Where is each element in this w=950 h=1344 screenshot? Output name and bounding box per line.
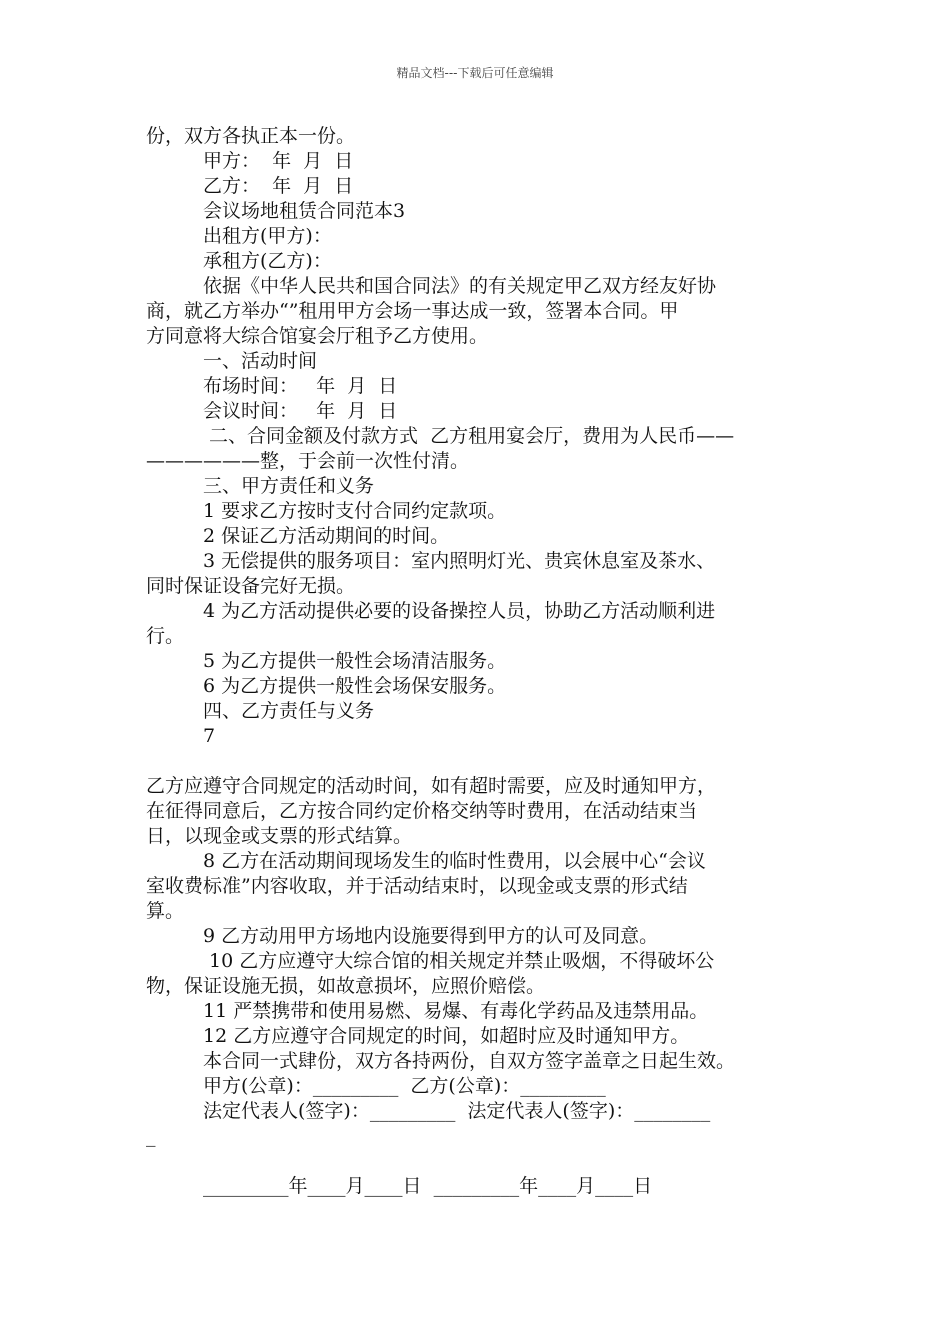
document-line xyxy=(146,749,806,774)
document-line: 室收费标准”内容收取，并于活动结束时，以现金或支票的形式结 xyxy=(146,875,688,897)
document-line: 8 乙方在活动期间现场发生的临时性费用，以会展中心“会议 xyxy=(203,850,706,872)
document-line: 乙方： 年 月 日 xyxy=(203,175,354,197)
document-line: 二、合同金额及付款方式 乙方租用宴会厅，费用为人民币—— xyxy=(203,425,735,447)
document-line: 承租方(乙方)： xyxy=(203,250,332,272)
document-line: 在征得同意后，乙方按合同约定价格交纳等时费用，在活动结束当 xyxy=(146,800,698,822)
document-line: _________年____月____日 _________年____月____日 xyxy=(203,1175,653,1197)
document-line: 物，保证设施无损，如故意损坏，应照价赔偿。 xyxy=(146,975,546,997)
document-line: 会议场地租赁合同范本3 xyxy=(203,200,406,222)
document-line: 四、乙方责任与义务 xyxy=(203,700,375,722)
document-line: 三、甲方责任和义务 xyxy=(203,475,375,497)
document-line: 布场时间： 年 月 日 xyxy=(203,375,398,397)
document-line: 4 为乙方活动提供必要的设备操控人员，协助乙方活动顺利进 xyxy=(203,600,716,622)
document-line: 9 乙方动用甲方场地内设施要得到甲方的认可及同意。 xyxy=(203,925,659,947)
document-line: 份，双方各执正本一份。 xyxy=(146,125,356,147)
document-line: 一、活动时间 xyxy=(203,350,318,372)
document-line: 3 无偿提供的服务项目：室内照明灯光、贵宾休息室及茶水、 xyxy=(203,550,716,572)
document-line: 本合同一式肆份，双方各持两份，自双方签字盖章之日起生效。 xyxy=(203,1050,736,1072)
document-line: 12 乙方应遵守合同规定的时间，如超时应及时通知甲方。 xyxy=(203,1025,690,1047)
document-line: 6 为乙方提供一般性会场保安服务。 xyxy=(203,675,507,697)
document-line: 方同意将大综合馆宴会厅租予乙方使用。 xyxy=(146,325,489,347)
document-line xyxy=(146,1149,806,1174)
page-header: 精品文档---下载后可任意编辑 xyxy=(396,66,554,80)
document-line: 商，就乙方举办“”租用甲方会场一事达成一致，签署本合同。甲 xyxy=(146,300,679,322)
document-line: _ xyxy=(146,1125,156,1147)
document-line: 甲方： 年 月 日 xyxy=(203,150,354,172)
document-line: 行。 xyxy=(146,625,185,647)
document-line: 出租方(甲方)： xyxy=(203,225,332,247)
document-line: 法定代表人(签字)：_________ 法定代表人(签字)：________ xyxy=(203,1100,711,1122)
document-line: 7 xyxy=(203,725,216,747)
document-line: 10 乙方应遵守大综合馆的相关规定并禁止吸烟，不得破坏公 xyxy=(203,950,715,972)
document-line: 5 为乙方提供一般性会场清洁服务。 xyxy=(203,650,507,672)
document-line: 日，以现金或支票的形式结算。 xyxy=(146,825,413,847)
document-line: 11 严禁携带和使用易燃、易爆、有毒化学药品及违禁用品。 xyxy=(203,1000,709,1022)
document-line: 1 要求乙方按时支付合同约定款项。 xyxy=(203,500,507,522)
document-line: 同时保证设备完好无损。 xyxy=(146,575,356,597)
document-line: 依据《中华人民共和国合同法》的有关规定甲乙双方经友好协 xyxy=(203,275,717,297)
document-line: ——————整，于会前一次性付清。 xyxy=(146,450,470,472)
document-line: 乙方应遵守合同规定的活动时间，如有超时需要，应及时通知甲方， xyxy=(146,775,717,797)
document-body xyxy=(146,124,806,1199)
document-line: 甲方(公章)：_________ 乙方(公章)：_________ xyxy=(203,1075,606,1097)
document-line: 2 保证乙方活动期间的时间。 xyxy=(203,525,450,547)
document-line: 算。 xyxy=(146,900,185,922)
document-line: 会议时间： 年 月 日 xyxy=(203,400,398,422)
